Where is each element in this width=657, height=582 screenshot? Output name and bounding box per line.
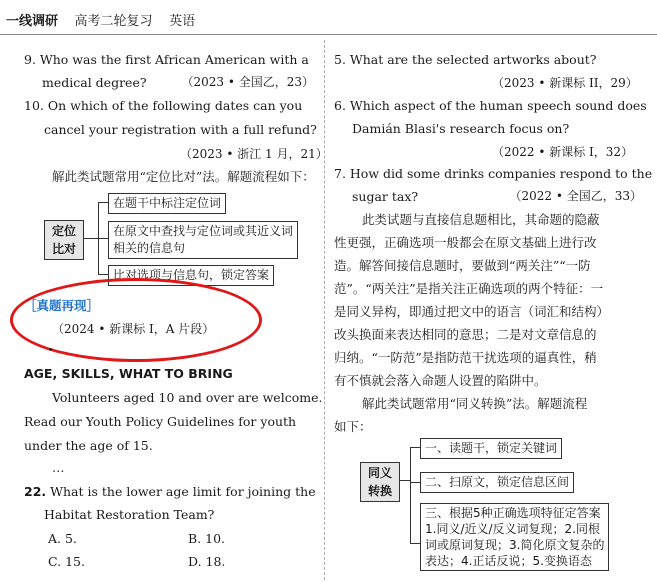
left-step1-box: 在题干中标注定位词	[108, 193, 226, 214]
option-d: D. 18.	[188, 554, 226, 569]
synonym-transform-keybox	[360, 462, 400, 502]
key-line1: 定位	[51, 224, 76, 238]
q9-text: 9. Who was the first African American with a	[24, 52, 309, 67]
connector	[410, 482, 420, 483]
q10-line1: 10. On which of the following dates can you	[24, 98, 303, 113]
q7-line2	[352, 187, 642, 206]
right-step3-line3: 词或原词复现；3.简化原文复杂的	[425, 538, 605, 552]
real-exam-label: ［真题再现］	[24, 298, 100, 313]
key-line2: 比对	[51, 242, 76, 256]
left-step2-box	[108, 221, 298, 259]
q9-line2	[42, 73, 314, 92]
bullet-dot: •	[48, 346, 54, 356]
option-b: B. 10.	[188, 531, 226, 546]
right-step3-line4: 表达；4.正话反说；5.变换语态	[425, 554, 592, 568]
q22-text1: What is the lower age limit for joining the	[50, 484, 316, 499]
real-exam-source: （2024 • 新课标 I，A 片段）	[52, 322, 215, 336]
connector-vertical	[410, 447, 411, 543]
passage-line1: Volunteers aged 10 and over are welcome.	[52, 390, 323, 405]
option-c: C. 15.	[48, 554, 85, 569]
q7-line1: 7. How did some drinks companies respond to the	[334, 166, 653, 181]
para-line: 此类试题与直接信息题相比，其命题的隐蔽	[362, 212, 600, 227]
q22-number: 22.	[24, 484, 47, 499]
key-line2: 转换	[367, 484, 392, 498]
right-step3-line2: 1.同义/近义/反义词复现；2.同根	[425, 522, 600, 536]
option-a: A. 5.	[48, 531, 77, 546]
left-step2-line1: 在原文中查找与定位词或其近义词	[113, 224, 294, 238]
connector	[84, 238, 98, 239]
connector	[98, 238, 108, 239]
q22-line1	[24, 482, 316, 501]
locate-compare-keybox	[44, 220, 84, 260]
q5-line1: 5. What are the selected artworks about?	[334, 52, 597, 67]
header-subject: 英语	[169, 14, 196, 29]
right-step2-box: 二、扫原文，锁定信息区间	[420, 472, 574, 493]
para-line: 归纳。“一防范”是指防范干扰选项的逼真性，稍	[334, 350, 597, 365]
right-step1-box: 一、读题干，锁定关键词	[420, 438, 562, 459]
q22-line2: Habitat Restoration Team?	[44, 507, 215, 522]
right-method-intro-line1: 解此类试题常用“同义转换”法。解题流程	[362, 396, 588, 411]
q7-text2: sugar tax?	[352, 189, 419, 204]
passage-title: AGE, SKILLS, WHAT TO BRING	[24, 366, 233, 381]
q10-source: （2023 • 浙江 1 月，21）	[180, 147, 328, 161]
passage-line2: Read our Youth Policy Guidelines for youth	[24, 414, 297, 429]
left-method-intro: 解此类试题常用“定位比对”法。解题流程如下：	[52, 169, 315, 184]
connector	[410, 543, 420, 544]
key-line1: 同义	[367, 466, 392, 480]
right-step3-line1: 三、根据5种正确选项特征定答案	[425, 506, 601, 520]
left-step2-line2: 相关的信息句	[113, 241, 186, 255]
q9-line1	[24, 50, 314, 69]
connector	[410, 447, 420, 448]
connector	[98, 274, 108, 275]
header-divider	[0, 34, 657, 35]
right-explanation	[334, 208, 646, 438]
para-line: 范”。“两关注”是指关注正确选项的两个特征：一	[334, 281, 604, 296]
para-line: 造。解答间接信息题时，要做到“两关注”“一防	[334, 258, 591, 273]
left-step3-box: 比对选项与信息句，锁定答案	[108, 265, 274, 286]
q6-line2: Damián Blasi's research focus on?	[352, 121, 570, 136]
q9-source: （2023 • 全国乙，23）	[181, 75, 314, 89]
ellipsis: …	[52, 460, 65, 475]
right-step3-box	[420, 503, 609, 571]
q9-text2: medical degree?	[42, 75, 147, 90]
q10-line2: cancel your registration with a full refund?	[44, 122, 317, 137]
para-line: 性更强，正确选项一般都会在原文基础上进行改	[334, 235, 597, 250]
para-line: 是同义异构，即通过把文中的语言（词汇和结构）	[334, 304, 610, 319]
right-method-intro-line2: 如下：	[334, 419, 372, 434]
q5-source: （2023 • 新课标 II，29）	[492, 76, 638, 90]
header-book: 高考二轮复习	[74, 14, 153, 29]
para-line: 改头换面来表达相同的意思；二是对文章信息的	[334, 327, 597, 342]
q6-line1: 6. Which aspect of the human speech sound does	[334, 98, 647, 113]
q6-source: （2022 • 新课标 I，32）	[492, 145, 634, 159]
header-series: 一线调研	[6, 14, 59, 29]
para-line: 有不慎就会落入命题人设置的陷阱中。	[334, 373, 547, 388]
connector	[98, 202, 108, 203]
q7-source: （2022 • 全国乙，33）	[509, 189, 642, 203]
passage-line3: under the age of 15.	[24, 438, 153, 453]
running-header	[6, 10, 207, 29]
column-divider	[324, 40, 325, 580]
connector	[400, 480, 410, 481]
